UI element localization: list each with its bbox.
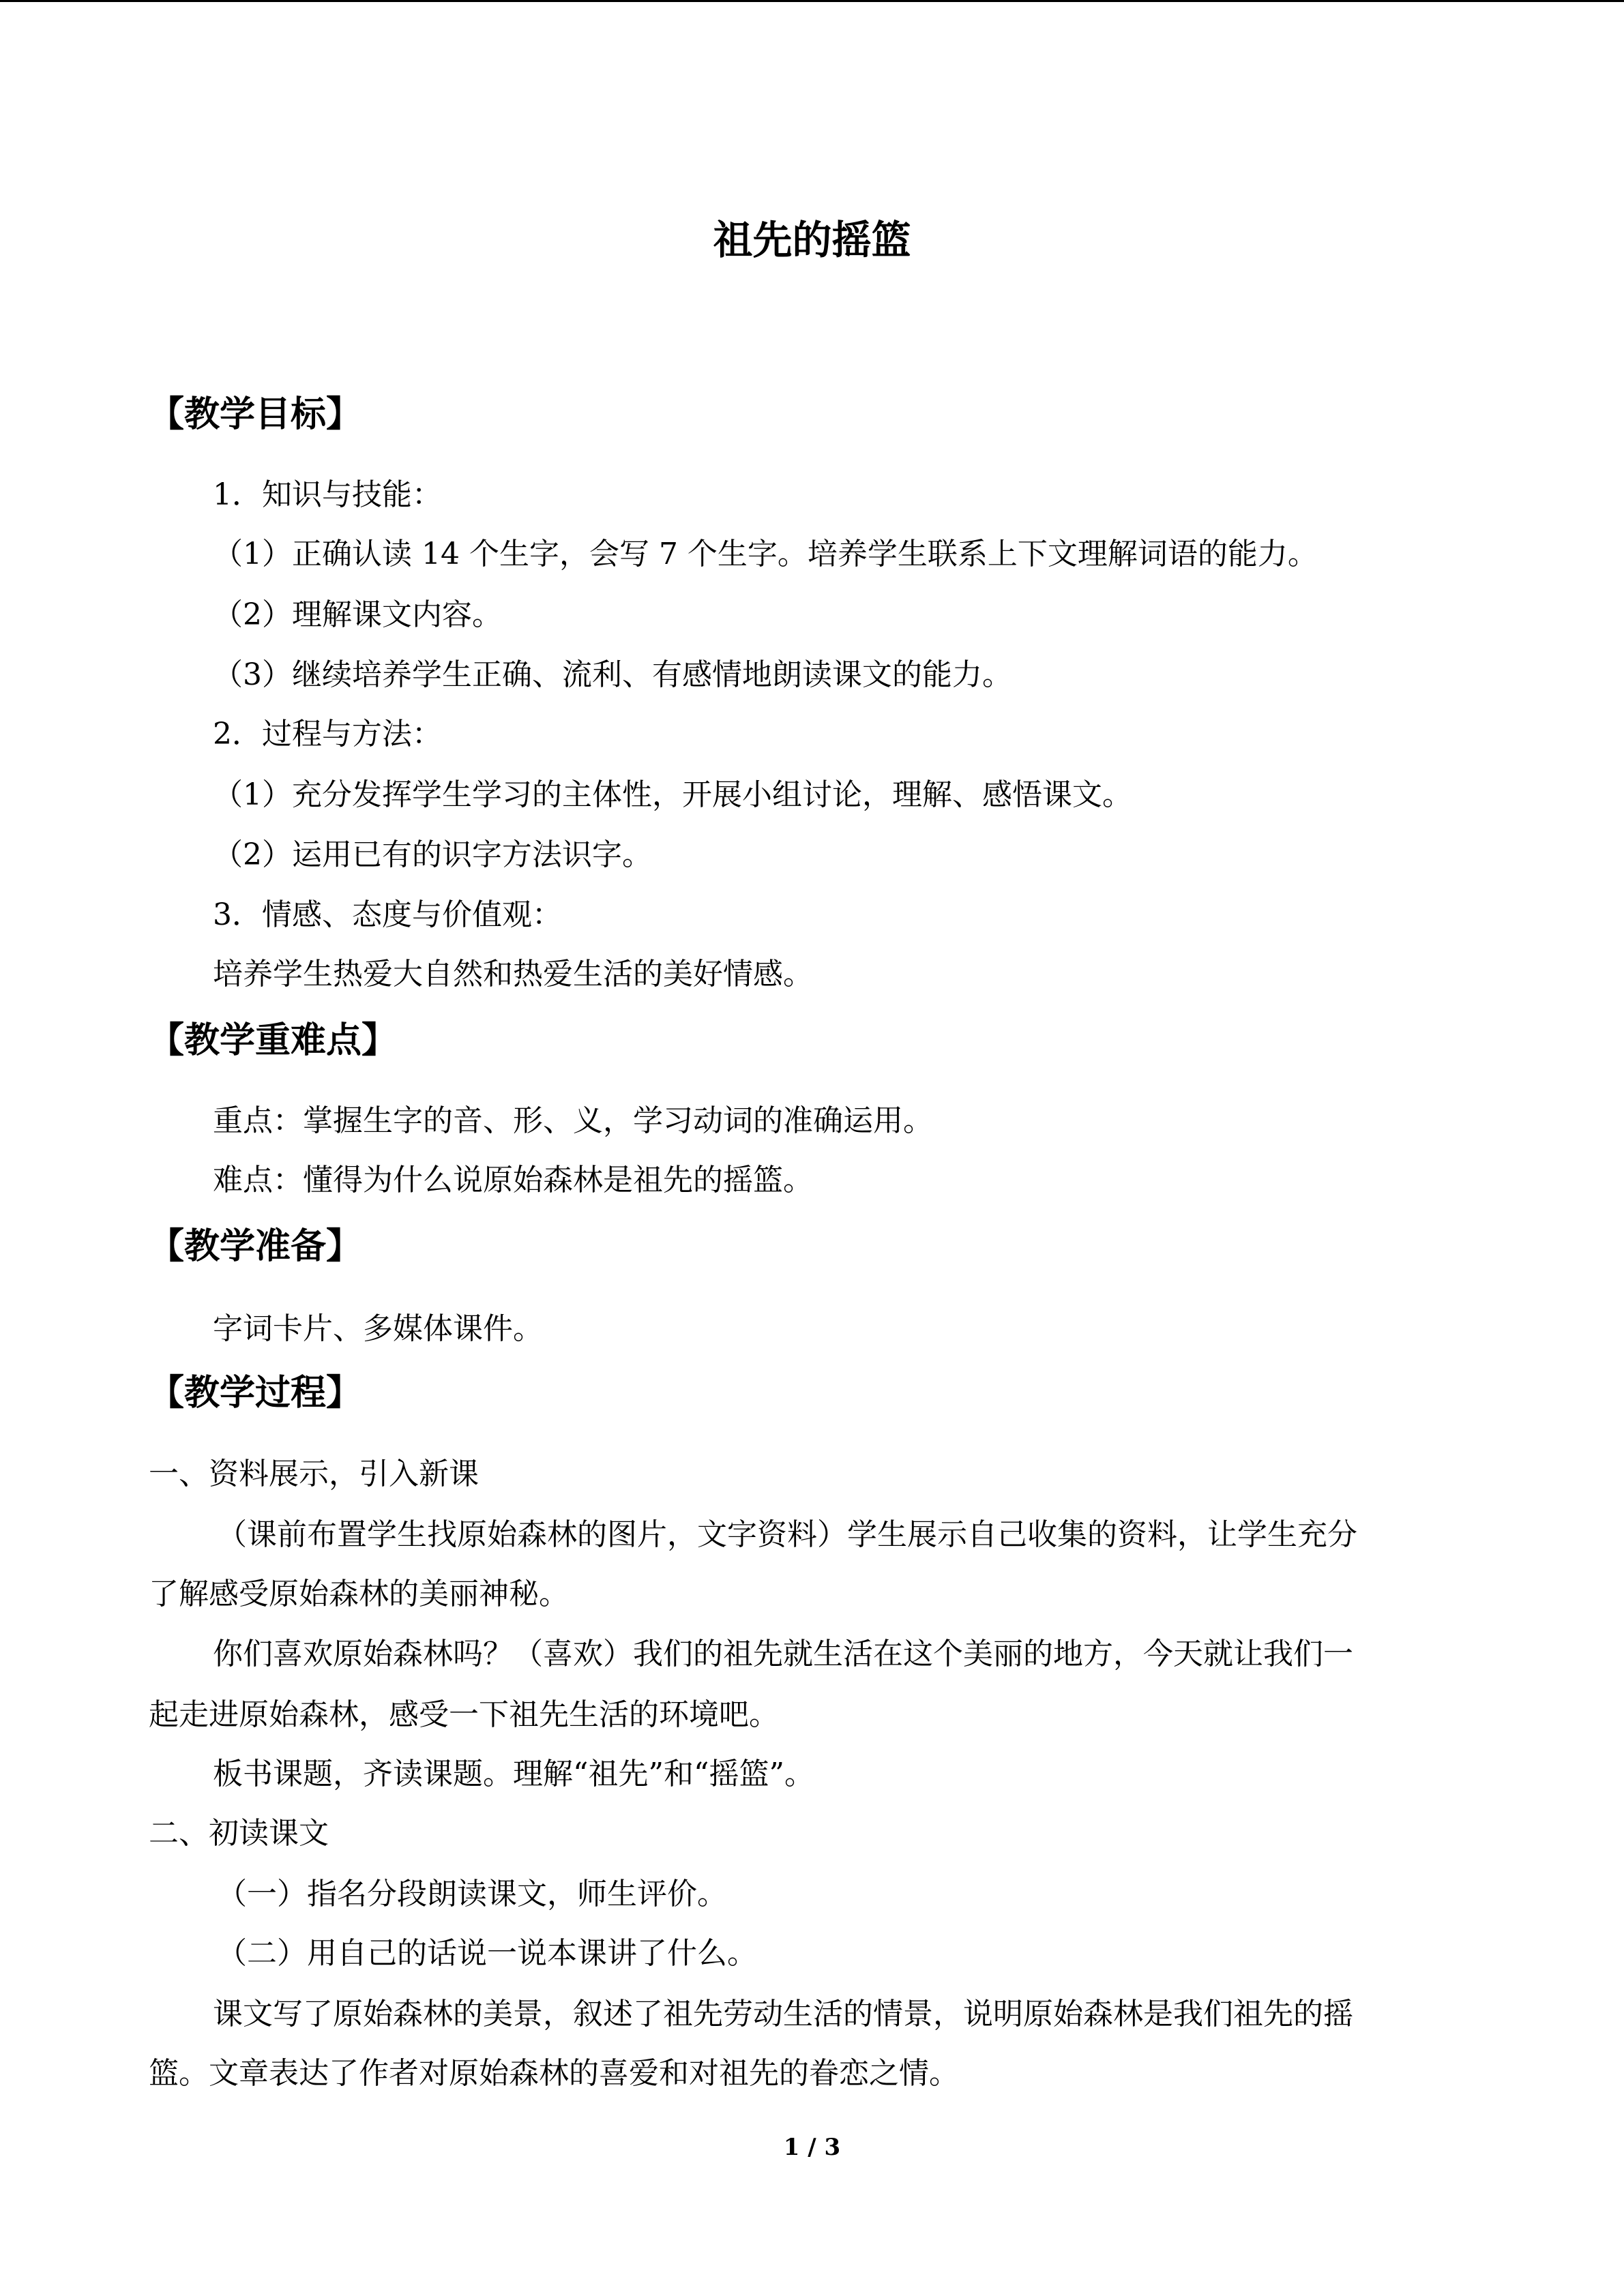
objective-line: 1．知识与技能： bbox=[213, 477, 442, 512]
objective-line: 培养学生热爱大自然和热爱生活的美好情感。 bbox=[213, 957, 813, 992]
process-step-heading: 二、初读课文 bbox=[149, 1816, 329, 1851]
objective-line: 2．过程与方法： bbox=[213, 717, 442, 751]
key-point-line: 重点：掌握生字的音、形、义，学习动词的准确运用。 bbox=[213, 1103, 933, 1138]
preparation-line: 字词卡片、多媒体课件。 bbox=[213, 1311, 543, 1346]
process-paragraph-line: （一）指名分段朗读课文，师生评价。 bbox=[217, 1877, 727, 1911]
objective-line: （3）继续培养学生正确、流利、有感情地朗读课文的能力。 bbox=[213, 657, 1012, 692]
process-paragraph-line: 了解感受原始森林的美丽神秘。 bbox=[149, 1577, 569, 1611]
section-heading-objectives: 【教学目标】 bbox=[149, 394, 362, 435]
process-paragraph-line: 课文写了原始森林的美景，叙述了祖先劳动生活的情景，说明原始森林是我们祖先的摇 bbox=[213, 1997, 1353, 2031]
objective-line: 3．情感、态度与价值观： bbox=[213, 897, 562, 932]
section-heading-process: 【教学过程】 bbox=[149, 1373, 362, 1414]
objective-line: （2）运用已有的识字方法识字。 bbox=[213, 837, 652, 872]
process-step-heading: 一、资料展示，引入新课 bbox=[149, 1457, 479, 1491]
process-paragraph-line: （课前布置学生找原始森林的图片，文字资料）学生展示自己收集的资料，让学生充分 bbox=[217, 1517, 1357, 1552]
process-paragraph-line: 板书课题，齐读课题。理解“祖先”和“摇篮”。 bbox=[213, 1757, 814, 1791]
process-paragraph-line: （二）用自己的话说一说本课讲了什么。 bbox=[217, 1936, 757, 1971]
top-border-line bbox=[0, 0, 1624, 2]
objective-line: （1）正确认读 14 个生字，会写 7 个生字。培养学生联系上下文理解词语的能力。 bbox=[213, 537, 1318, 571]
key-point-line: 难点：懂得为什么说原始森林是祖先的摇篮。 bbox=[213, 1163, 813, 1197]
page-number: 1 / 3 bbox=[783, 2134, 841, 2161]
objective-line: （1）充分发挥学生学习的主体性，开展小组讨论，理解、感悟课文。 bbox=[213, 777, 1132, 812]
section-heading-key-points: 【教学重难点】 bbox=[149, 1020, 398, 1061]
process-paragraph-line: 你们喜欢原始森林吗？（喜欢）我们的祖先就生活在这个美丽的地方，今天就让我们一 bbox=[213, 1637, 1353, 1671]
document-title: 祖先的摇篮 bbox=[713, 217, 911, 263]
section-heading-preparation: 【教学准备】 bbox=[149, 1226, 362, 1267]
process-paragraph-line: 起走进原始森林，感受一下祖先生活的环境吧。 bbox=[149, 1697, 779, 1732]
process-paragraph-line: 篮。文章表达了作者对原始森林的喜爱和对祖先的眷恋之情。 bbox=[149, 2056, 959, 2091]
objective-line: （2）理解课文内容。 bbox=[213, 597, 502, 632]
